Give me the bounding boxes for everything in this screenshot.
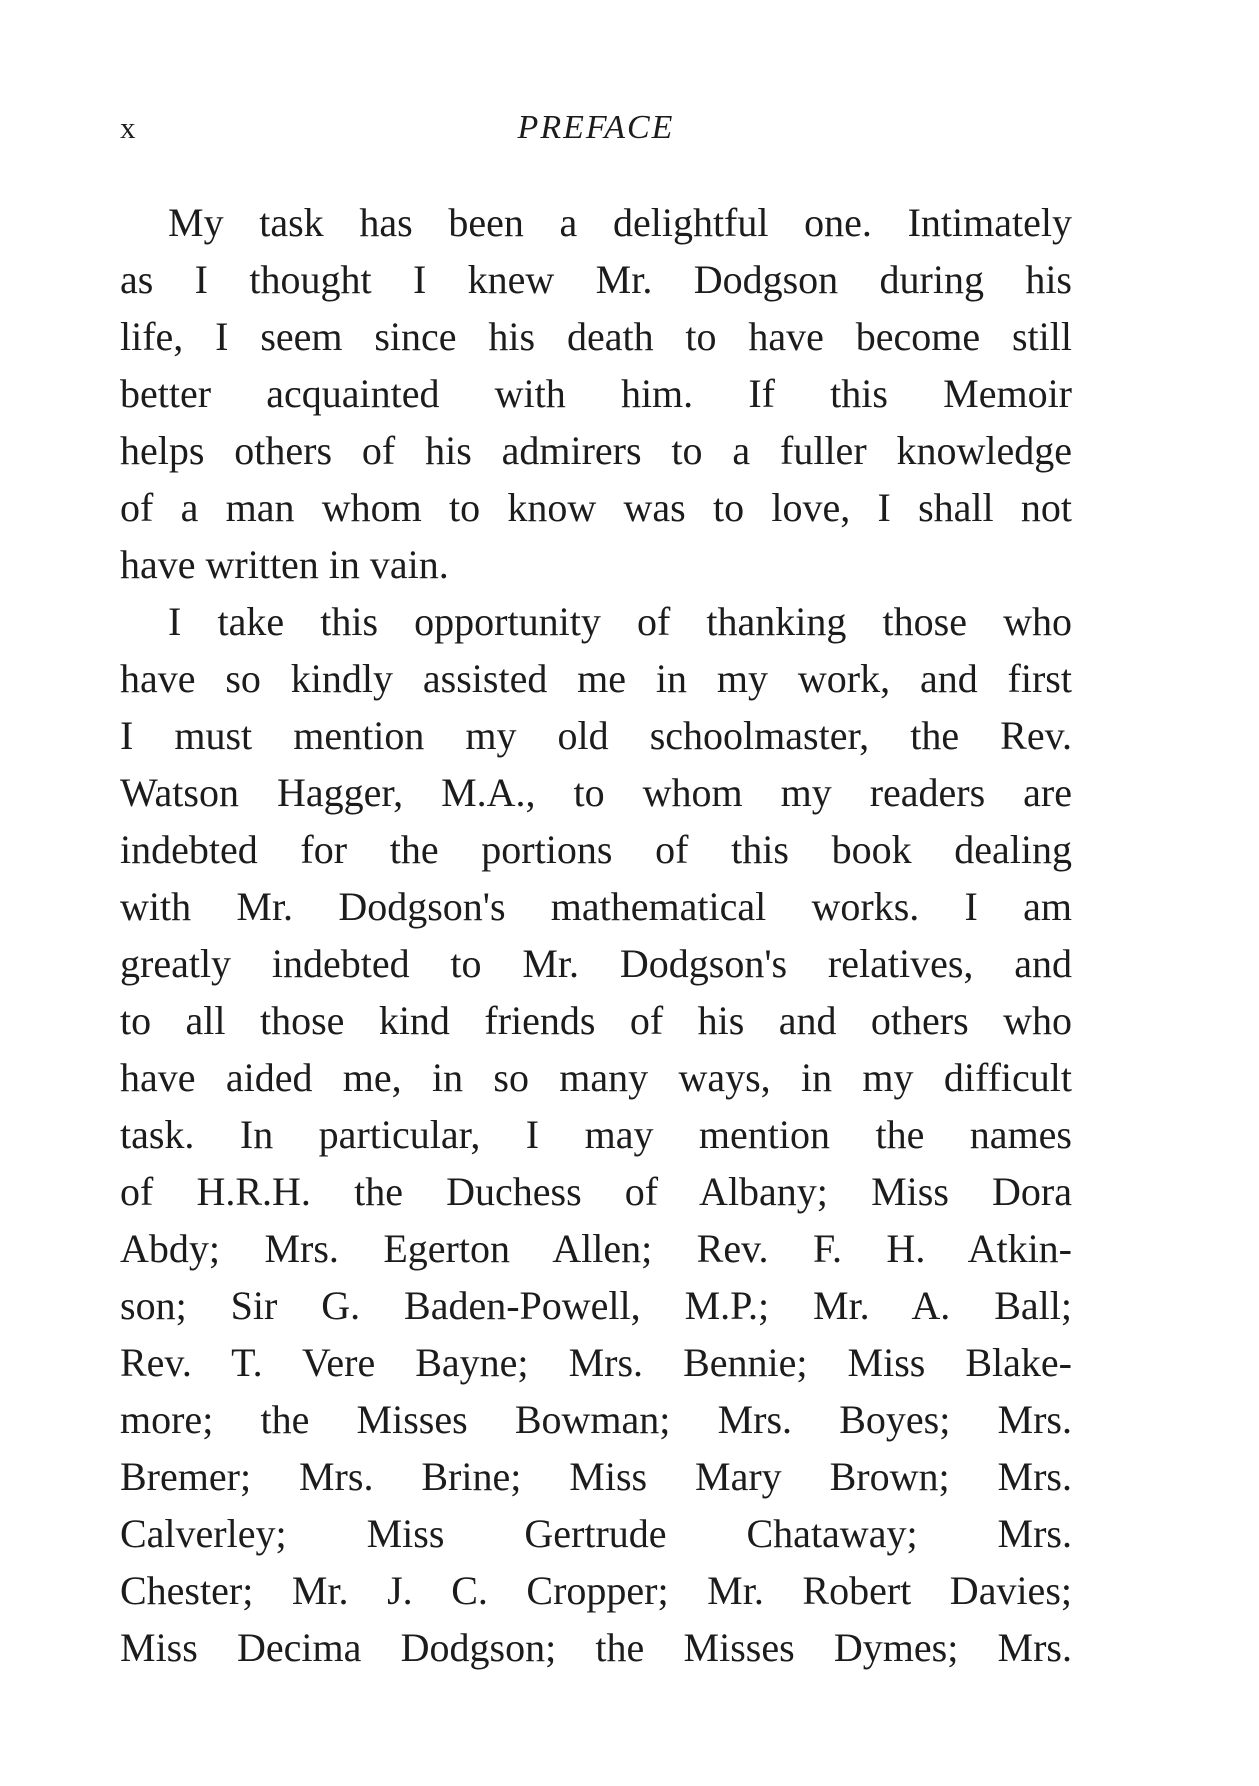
text-line: greatly indebted to Mr. Dodgson's relatives, and — [120, 941, 1072, 986]
text-line: My task has been a delightful one. Intimately — [168, 200, 1072, 245]
text-line: as I thought I knew Mr. Dodgson during his — [120, 257, 1072, 302]
text-line: I take this opportunity of thanking those who — [168, 599, 1072, 644]
page-header — [120, 106, 1072, 150]
text-line: task. In particular, I may mention the names — [120, 1112, 1072, 1157]
text-line: Watson Hagger, M.A., to whom my readers are — [120, 770, 1072, 815]
text-line: of a man whom to know was to love, I shall not — [120, 485, 1072, 530]
text-line: son; Sir G. Baden-Powell, M.P.; Mr. A. Ball; — [120, 1283, 1072, 1328]
text-line: Abdy; Mrs. Egerton Allen; Rev. F. H. Atkin- — [120, 1226, 1072, 1271]
text-line: better acquainted with him. If this Memoir — [120, 371, 1072, 416]
text-line: more; the Misses Bowman; Mrs. Boyes; Mrs. — [120, 1397, 1072, 1442]
text-line: life, I seem since his death to have become still — [120, 314, 1072, 359]
running-title: PREFACE — [517, 109, 675, 146]
text-line: Bremer; Mrs. Brine; Miss Mary Brown; Mrs. — [120, 1454, 1072, 1499]
text-line: Miss Decima Dodgson; the Misses Dymes; Mrs. — [120, 1625, 1072, 1670]
text-line: have written in vain. — [120, 542, 449, 587]
text-line: to all those kind friends of his and others who — [120, 998, 1072, 1043]
page-number: x — [120, 110, 137, 145]
text-line: Rev. T. Vere Bayne; Mrs. Bennie; Miss Blake- — [120, 1340, 1072, 1385]
text-line: I must mention my old schoolmaster, the Rev. — [120, 713, 1072, 758]
text-line: have aided me, in so many ways, in my difficult — [120, 1055, 1072, 1100]
text-line: Calverley; Miss Gertrude Chataway; Mrs. — [120, 1511, 1072, 1556]
preface-text — [120, 194, 1072, 1676]
text-line: Chester; Mr. J. C. Cropper; Mr. Robert Davies; — [120, 1568, 1072, 1613]
text-line: of H.R.H. the Duchess of Albany; Miss Dora — [120, 1169, 1072, 1214]
text-line: with Mr. Dodgson's mathematical works. I am — [120, 884, 1072, 929]
text-line: helps others of his admirers to a fuller knowledge — [120, 428, 1072, 473]
text-line: have so kindly assisted me in my work, and first — [120, 656, 1072, 701]
text-line: indebted for the portions of this book dealing — [120, 827, 1072, 872]
